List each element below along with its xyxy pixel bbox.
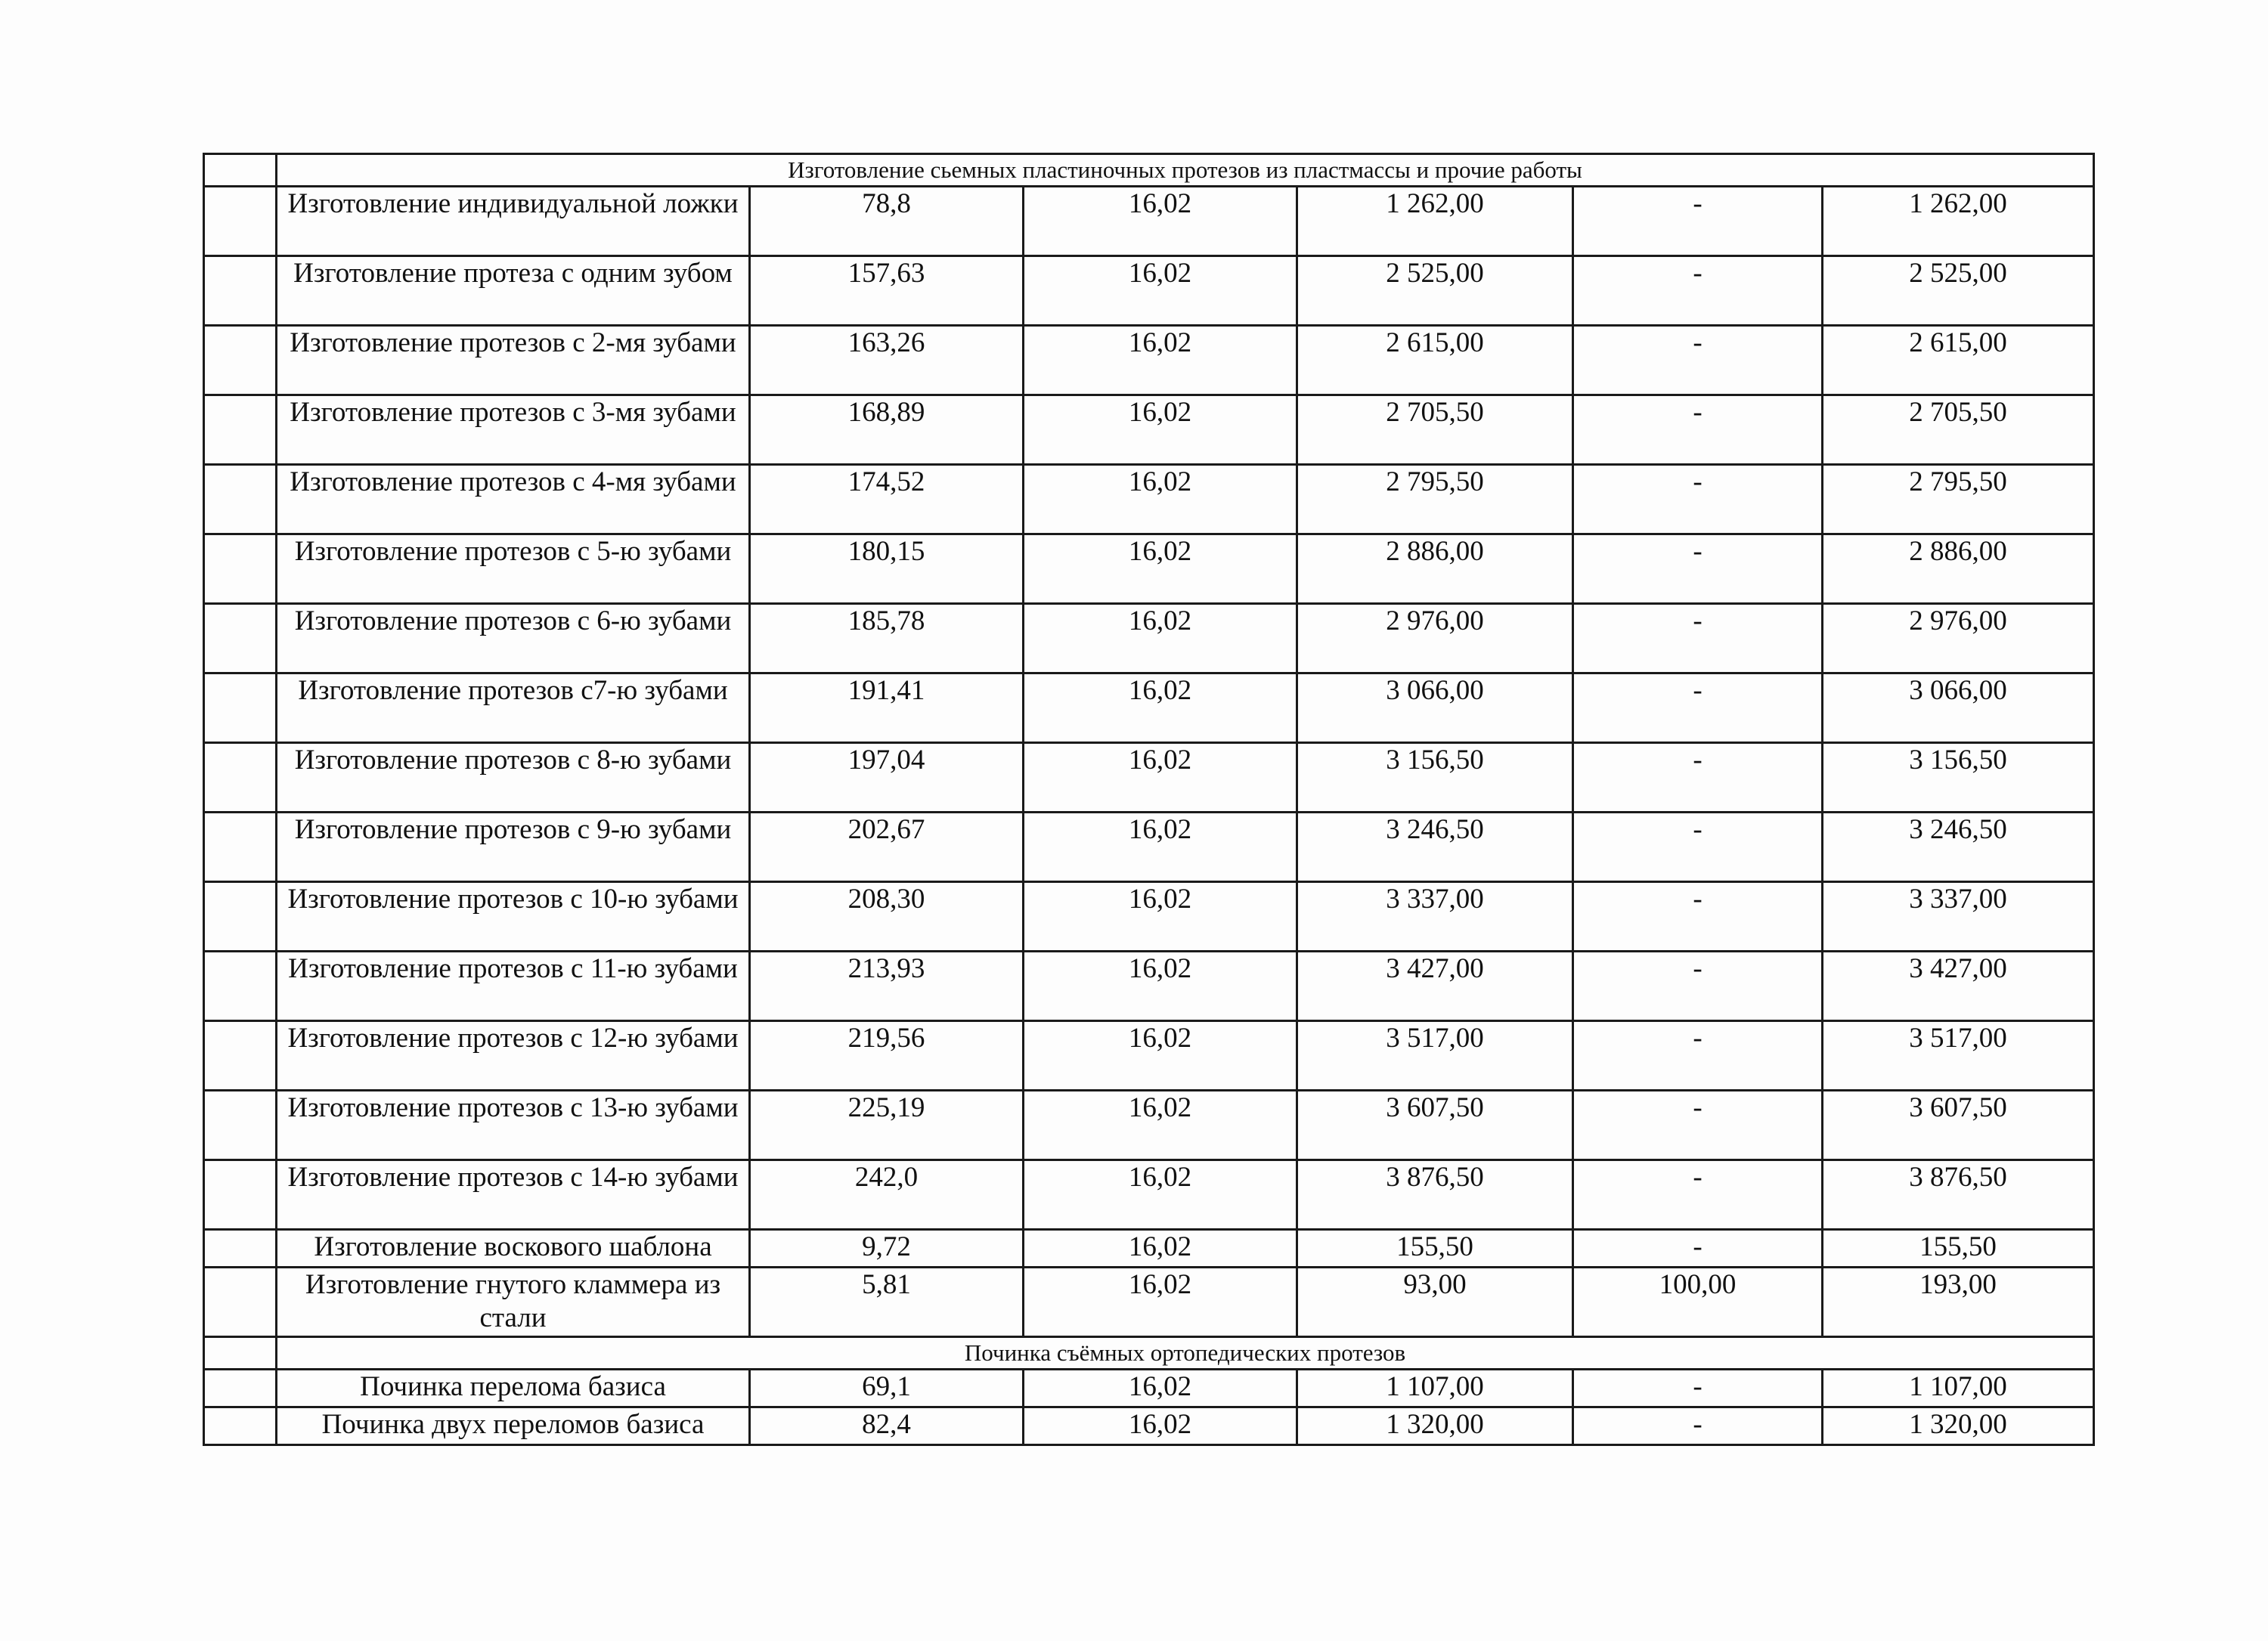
service-name-cell: Изготовление гнутого кламмера из стали <box>277 1268 750 1337</box>
material-cell: - <box>1573 395 1823 465</box>
material-cell: - <box>1573 534 1823 604</box>
row-number-cell <box>204 187 277 256</box>
table-row <box>204 465 2094 534</box>
rate-cell: 16,02 <box>1024 1230 1297 1268</box>
row-number-cell <box>204 1230 277 1268</box>
row-number-cell <box>204 256 277 326</box>
uet-cell: 174,52 <box>750 465 1024 534</box>
service-name-cell: Изготовление протезов с 4-мя зубами <box>277 465 750 534</box>
total-cell: 3 246,50 <box>1823 813 2094 882</box>
table-row <box>204 326 2094 395</box>
total-cell: 3 066,00 <box>1823 673 2094 743</box>
uet-cell: 202,67 <box>750 813 1024 882</box>
cost-cell: 3 337,00 <box>1297 882 1573 952</box>
price-table <box>203 153 2095 1446</box>
service-name-cell: Изготовление протеза с одним зубом <box>277 256 750 326</box>
cost-cell: 1 262,00 <box>1297 187 1573 256</box>
cost-cell: 3 876,50 <box>1297 1160 1573 1230</box>
service-name-cell: Изготовление протезов с 5-ю зубами <box>277 534 750 604</box>
row-number-cell <box>204 604 277 673</box>
material-cell: - <box>1573 673 1823 743</box>
total-cell: 3 607,50 <box>1823 1091 2094 1160</box>
material-cell: 100,00 <box>1573 1268 1823 1337</box>
material-cell: - <box>1573 1407 1823 1445</box>
total-cell: 193,00 <box>1823 1268 2094 1337</box>
uet-cell: 9,72 <box>750 1230 1024 1268</box>
row-number-cell <box>204 1370 277 1407</box>
row-number-cell <box>204 534 277 604</box>
cost-cell: 3 517,00 <box>1297 1021 1573 1091</box>
rate-cell: 16,02 <box>1024 187 1297 256</box>
service-name-cell: Изготовление протезов с 2-мя зубами <box>277 326 750 395</box>
cost-cell: 2 795,50 <box>1297 465 1573 534</box>
service-name-cell: Изготовление воскового шаблона <box>277 1230 750 1268</box>
material-cell: - <box>1573 1370 1823 1407</box>
cost-cell: 3 607,50 <box>1297 1091 1573 1160</box>
uet-cell: 157,63 <box>750 256 1024 326</box>
uet-cell: 197,04 <box>750 743 1024 813</box>
cost-cell: 2 525,00 <box>1297 256 1573 326</box>
material-cell: - <box>1573 256 1823 326</box>
row-number-cell <box>204 952 277 1021</box>
table-row <box>204 952 2094 1021</box>
table-row <box>204 743 2094 813</box>
section-title: Починка съёмных ортопедических протезов <box>277 1337 2094 1370</box>
total-cell: 3 156,50 <box>1823 743 2094 813</box>
table-row <box>204 1268 2094 1337</box>
table-row <box>204 1091 2094 1160</box>
uet-cell: 219,56 <box>750 1021 1024 1091</box>
cost-cell: 3 156,50 <box>1297 743 1573 813</box>
total-cell: 155,50 <box>1823 1230 2094 1268</box>
row-number-cell <box>204 395 277 465</box>
service-name-cell: Изготовление протезов с 6-ю зубами <box>277 604 750 673</box>
uet-cell: 213,93 <box>750 952 1024 1021</box>
material-cell: - <box>1573 1160 1823 1230</box>
cost-cell: 3 427,00 <box>1297 952 1573 1021</box>
uet-cell: 78,8 <box>750 187 1024 256</box>
total-cell: 1 320,00 <box>1823 1407 2094 1445</box>
table-row <box>204 1021 2094 1091</box>
rate-cell: 16,02 <box>1024 673 1297 743</box>
table-row <box>204 813 2094 882</box>
total-cell: 3 337,00 <box>1823 882 2094 952</box>
section-title: Изготовление сьемных пластиночных протезов из пластмассы и прочие работы <box>277 154 2094 187</box>
service-name-cell: Изготовление протезов с 12-ю зубами <box>277 1021 750 1091</box>
material-cell: - <box>1573 952 1823 1021</box>
table-row <box>204 673 2094 743</box>
material-cell: - <box>1573 1091 1823 1160</box>
rate-cell: 16,02 <box>1024 743 1297 813</box>
row-number-cell <box>204 882 277 952</box>
total-cell: 2 525,00 <box>1823 256 2094 326</box>
row-number-cell <box>204 154 277 187</box>
total-cell: 2 615,00 <box>1823 326 2094 395</box>
row-number-cell <box>204 1337 277 1370</box>
material-cell: - <box>1573 326 1823 395</box>
material-cell: - <box>1573 882 1823 952</box>
section-header-row <box>204 1337 2094 1370</box>
rate-cell: 16,02 <box>1024 534 1297 604</box>
service-name-cell: Починка двух переломов базиса <box>277 1407 750 1445</box>
rate-cell: 16,02 <box>1024 813 1297 882</box>
row-number-cell <box>204 465 277 534</box>
total-cell: 3 517,00 <box>1823 1021 2094 1091</box>
material-cell: - <box>1573 465 1823 534</box>
uet-cell: 180,15 <box>750 534 1024 604</box>
rate-cell: 16,02 <box>1024 1091 1297 1160</box>
cost-cell: 1 320,00 <box>1297 1407 1573 1445</box>
row-number-cell <box>204 1021 277 1091</box>
uet-cell: 225,19 <box>750 1091 1024 1160</box>
rate-cell: 16,02 <box>1024 1021 1297 1091</box>
rate-cell: 16,02 <box>1024 1407 1297 1445</box>
table-row <box>204 256 2094 326</box>
rate-cell: 16,02 <box>1024 256 1297 326</box>
service-name-cell: Изготовление протезов с 3-мя зубами <box>277 395 750 465</box>
table-row <box>204 534 2094 604</box>
table-row <box>204 1230 2094 1268</box>
table-row <box>204 882 2094 952</box>
service-name-cell: Изготовление индивидуальной ложки <box>277 187 750 256</box>
rate-cell: 16,02 <box>1024 952 1297 1021</box>
table-row <box>204 187 2094 256</box>
total-cell: 2 886,00 <box>1823 534 2094 604</box>
row-number-cell <box>204 1160 277 1230</box>
row-number-cell <box>204 1268 277 1337</box>
row-number-cell <box>204 326 277 395</box>
material-cell: - <box>1573 604 1823 673</box>
row-number-cell <box>204 1407 277 1445</box>
table-row <box>204 1160 2094 1230</box>
cost-cell: 3 066,00 <box>1297 673 1573 743</box>
uet-cell: 168,89 <box>750 395 1024 465</box>
uet-cell: 5,81 <box>750 1268 1024 1337</box>
cost-cell: 2 615,00 <box>1297 326 1573 395</box>
rate-cell: 16,02 <box>1024 1370 1297 1407</box>
cost-cell: 1 107,00 <box>1297 1370 1573 1407</box>
service-name-cell: Изготовление протезов с7-ю зубами <box>277 673 750 743</box>
uet-cell: 185,78 <box>750 604 1024 673</box>
table-row <box>204 395 2094 465</box>
total-cell: 2 705,50 <box>1823 395 2094 465</box>
service-name-cell: Изготовление протезов с 9-ю зубами <box>277 813 750 882</box>
uet-cell: 191,41 <box>750 673 1024 743</box>
uet-cell: 82,4 <box>750 1407 1024 1445</box>
total-cell: 3 876,50 <box>1823 1160 2094 1230</box>
material-cell: - <box>1573 743 1823 813</box>
cost-cell: 155,50 <box>1297 1230 1573 1268</box>
cost-cell: 2 886,00 <box>1297 534 1573 604</box>
material-cell: - <box>1573 187 1823 256</box>
material-cell: - <box>1573 813 1823 882</box>
price-table-body <box>204 154 2094 1445</box>
service-name-cell: Изготовление протезов с 11-ю зубами <box>277 952 750 1021</box>
rate-cell: 16,02 <box>1024 604 1297 673</box>
row-number-cell <box>204 813 277 882</box>
service-name-cell: Изготовление протезов с 10-ю зубами <box>277 882 750 952</box>
service-name-cell: Починка перелома базиса <box>277 1370 750 1407</box>
uet-cell: 242,0 <box>750 1160 1024 1230</box>
row-number-cell <box>204 743 277 813</box>
total-cell: 2 795,50 <box>1823 465 2094 534</box>
rate-cell: 16,02 <box>1024 465 1297 534</box>
row-number-cell <box>204 1091 277 1160</box>
table-row <box>204 1407 2094 1445</box>
cost-cell: 2 976,00 <box>1297 604 1573 673</box>
uet-cell: 208,30 <box>750 882 1024 952</box>
total-cell: 1 262,00 <box>1823 187 2094 256</box>
uet-cell: 69,1 <box>750 1370 1024 1407</box>
cost-cell: 2 705,50 <box>1297 395 1573 465</box>
material-cell: - <box>1573 1021 1823 1091</box>
table-row <box>204 604 2094 673</box>
material-cell: - <box>1573 1230 1823 1268</box>
total-cell: 3 427,00 <box>1823 952 2094 1021</box>
total-cell: 2 976,00 <box>1823 604 2094 673</box>
service-name-cell: Изготовление протезов с 14-ю зубами <box>277 1160 750 1230</box>
rate-cell: 16,02 <box>1024 1160 1297 1230</box>
service-name-cell: Изготовление протезов с 13-ю зубами <box>277 1091 750 1160</box>
cost-cell: 3 246,50 <box>1297 813 1573 882</box>
total-cell: 1 107,00 <box>1823 1370 2094 1407</box>
rate-cell: 16,02 <box>1024 395 1297 465</box>
service-name-cell: Изготовление протезов с 8-ю зубами <box>277 743 750 813</box>
rate-cell: 16,02 <box>1024 1268 1297 1337</box>
section-header-row <box>204 154 2094 187</box>
uet-cell: 163,26 <box>750 326 1024 395</box>
rate-cell: 16,02 <box>1024 326 1297 395</box>
cost-cell: 93,00 <box>1297 1268 1573 1337</box>
row-number-cell <box>204 673 277 743</box>
table-row <box>204 1370 2094 1407</box>
rate-cell: 16,02 <box>1024 882 1297 952</box>
